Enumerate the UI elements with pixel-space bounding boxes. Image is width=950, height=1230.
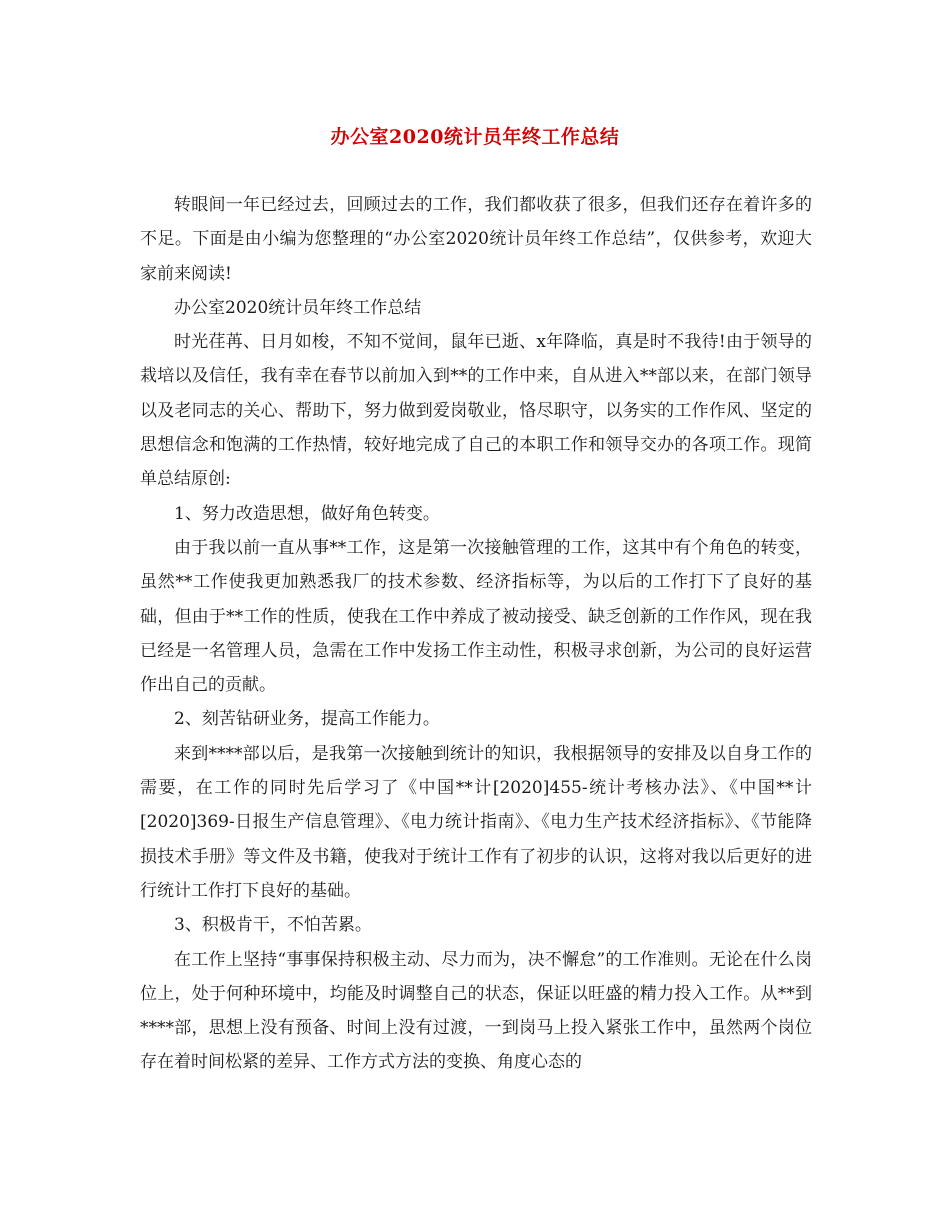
intro-paragraph: 转眼间一年已经过去，回顾过去的工作，我们都收获了很多，但我们还存在着许多的不足。下面是由小编为您整理的“办公室2020统计员年终工作总结”，仅供参考，欢迎大家前来阅读! xyxy=(140,195,812,284)
heading-3: 3、积极肯干，不怕苦累。 xyxy=(174,915,372,936)
heading-1: 1、努力改造思想，做好角色转变。 xyxy=(174,503,440,524)
document-body xyxy=(140,188,812,1080)
document-title: 办公室2020统计员年终工作总结 xyxy=(330,126,620,148)
section-title-paragraph: 办公室2020统计员年终工作总结 xyxy=(174,297,422,318)
opening-paragraph: 时光荏苒、日月如梭，不知不觉间，鼠年已逝、x年降临，真是时不我待!由于领导的栽培以及信任，我有幸在春节以前加入到**的工作中来，自从进入**部以来，在部门领导以及老同志的关心、帮助下，努力做到爱岗敬业，恪尽职守，以务实的工作作风、坚定的思想信念和饱满的工作热情，较好地完成了自己的本职工作和领导交办的各项工作。现简单总结原创: xyxy=(140,332,812,490)
paragraph-2: 来到****部以后，是我第一次接触到统计的知识，我根据领导的安排及以自身工作的需要，在工作的同时先后学习了《中国**计[2020]455-统计考核办法》、《中国**计[2020]369-日报生产信息管理》、《电力统计指南》、《电力生产技术经济指标》、《节能降损技术手册》等文件及书籍，使我对于统计工作有了初步的认识，这将对我以后更好的进行统计工作打下良好的基础。 xyxy=(140,743,812,901)
paragraph-3: 在工作上坚持“事事保持积极主动、尽力而为，决不懈怠”的工作准则。无论在什么岗位上，处于何种环境中，均能及时调整自己的状态，保证以旺盛的精力投入工作。从**到****部，思想上没有预备、时间上没有过渡，一到岗马上投入紧张工作中，虽然两个岗位存在着时间松紧的差异、工作方式方法的变换、角度心态的 xyxy=(140,949,812,1073)
heading-2: 2、刻苦钻研业务，提高工作能力。 xyxy=(174,709,440,730)
paragraph-1: 由于我以前一直从事**工作，这是第一次接触管理的工作，这其中有个角色的转变，虽然**工作使我更加熟悉我厂的技术参数、经济指标等，为以后的工作打下了良好的基础，但由于**工作的性质，使我在工作中养成了被动接受、缺乏创新的工作作风，现在我已经是一名管理人员，急需在工作中发扬工作主动性，积极寻求创新，为公司的良好运营作出自己的贡献。 xyxy=(140,537,812,696)
